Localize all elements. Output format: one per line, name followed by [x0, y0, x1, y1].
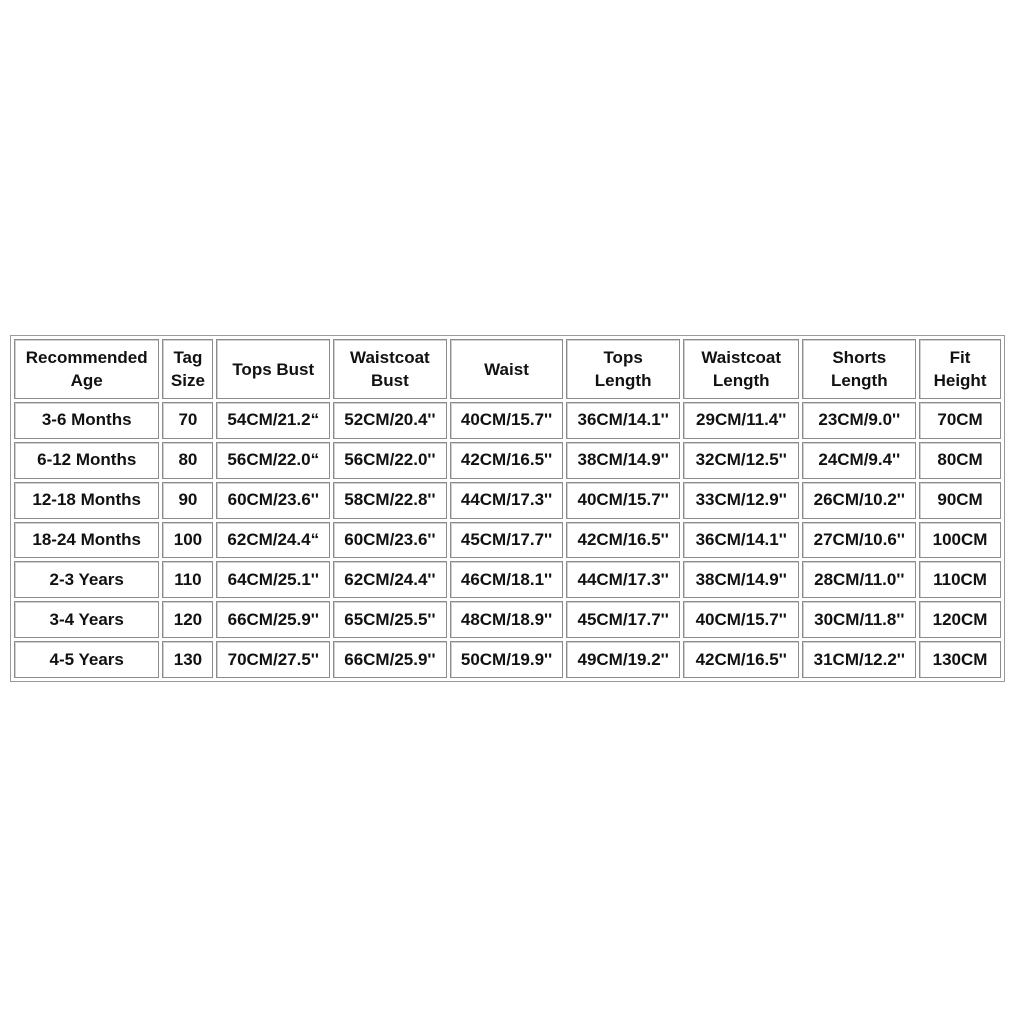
cell-recommended-age: 6-12 Months — [14, 442, 159, 479]
cell-shorts-length: 28CM/11.0'' — [802, 561, 916, 598]
header-row — [14, 339, 1001, 399]
table-row — [14, 402, 1001, 439]
table-row — [14, 641, 1001, 678]
cell-tag-size: 70 — [162, 402, 213, 439]
header-shorts-length: Shorts Length — [802, 339, 916, 399]
cell-fit-height: 130CM — [919, 641, 1001, 678]
cell-waist: 44CM/17.3'' — [450, 482, 564, 519]
header-fit-height: Fit Height — [919, 339, 1001, 399]
cell-tops-bust: 60CM/23.6'' — [216, 482, 330, 519]
cell-waistcoat-bust: 62CM/24.4'' — [333, 561, 447, 598]
size-chart-table — [11, 336, 1004, 681]
cell-fit-height: 70CM — [919, 402, 1001, 439]
size-chart-body — [14, 402, 1001, 678]
cell-waistcoat-length: 40CM/15.7'' — [683, 601, 800, 638]
cell-tops-length: 44CM/17.3'' — [566, 561, 680, 598]
cell-tag-size: 130 — [162, 641, 213, 678]
cell-recommended-age: 4-5 Years — [14, 641, 159, 678]
header-waist: Waist — [450, 339, 564, 399]
table-row — [14, 601, 1001, 638]
table-row — [14, 482, 1001, 519]
cell-waistcoat-length: 42CM/16.5'' — [683, 641, 800, 678]
cell-waistcoat-length: 32CM/12.5'' — [683, 442, 800, 479]
cell-waistcoat-bust: 66CM/25.9'' — [333, 641, 447, 678]
header-tag-size: Tag Size — [162, 339, 213, 399]
cell-tops-bust: 62CM/24.4“ — [216, 522, 330, 559]
cell-tag-size: 90 — [162, 482, 213, 519]
cell-waist: 45CM/17.7'' — [450, 522, 564, 559]
header-waistcoat-length: Waistcoat Length — [683, 339, 800, 399]
cell-tops-length: 36CM/14.1'' — [566, 402, 680, 439]
cell-tops-length: 45CM/17.7'' — [566, 601, 680, 638]
cell-fit-height: 100CM — [919, 522, 1001, 559]
cell-tops-length: 49CM/19.2'' — [566, 641, 680, 678]
cell-waistcoat-bust: 58CM/22.8'' — [333, 482, 447, 519]
cell-fit-height: 120CM — [919, 601, 1001, 638]
table-row — [14, 522, 1001, 559]
cell-waist: 40CM/15.7'' — [450, 402, 564, 439]
cell-tops-bust: 54CM/21.2“ — [216, 402, 330, 439]
cell-tops-bust: 70CM/27.5'' — [216, 641, 330, 678]
cell-waistcoat-length: 36CM/14.1'' — [683, 522, 800, 559]
cell-recommended-age: 3-6 Months — [14, 402, 159, 439]
cell-fit-height: 80CM — [919, 442, 1001, 479]
table-row — [14, 561, 1001, 598]
cell-recommended-age: 3-4 Years — [14, 601, 159, 638]
cell-shorts-length: 27CM/10.6'' — [802, 522, 916, 559]
cell-waistcoat-length: 38CM/14.9'' — [683, 561, 800, 598]
cell-shorts-length: 26CM/10.2'' — [802, 482, 916, 519]
cell-shorts-length: 30CM/11.8'' — [802, 601, 916, 638]
cell-waistcoat-bust: 56CM/22.0'' — [333, 442, 447, 479]
cell-shorts-length: 23CM/9.0'' — [802, 402, 916, 439]
cell-waist: 48CM/18.9'' — [450, 601, 564, 638]
size-chart — [10, 335, 1005, 682]
cell-waistcoat-bust: 52CM/20.4'' — [333, 402, 447, 439]
cell-fit-height: 110CM — [919, 561, 1001, 598]
header-tops-length: Tops Length — [566, 339, 680, 399]
cell-tag-size: 80 — [162, 442, 213, 479]
cell-shorts-length: 31CM/12.2'' — [802, 641, 916, 678]
header-recommended-age: Recommended Age — [14, 339, 159, 399]
cell-waist: 50CM/19.9'' — [450, 641, 564, 678]
cell-tops-bust: 66CM/25.9'' — [216, 601, 330, 638]
cell-recommended-age: 2-3 Years — [14, 561, 159, 598]
cell-waistcoat-length: 33CM/12.9'' — [683, 482, 800, 519]
cell-tag-size: 100 — [162, 522, 213, 559]
cell-waistcoat-length: 29CM/11.4'' — [683, 402, 800, 439]
cell-tops-bust: 56CM/22.0“ — [216, 442, 330, 479]
cell-waist: 42CM/16.5'' — [450, 442, 564, 479]
cell-shorts-length: 24CM/9.4'' — [802, 442, 916, 479]
cell-waistcoat-bust: 60CM/23.6'' — [333, 522, 447, 559]
cell-tops-bust: 64CM/25.1'' — [216, 561, 330, 598]
cell-recommended-age: 12-18 Months — [14, 482, 159, 519]
cell-waist: 46CM/18.1'' — [450, 561, 564, 598]
header-waistcoat-bust: Waistcoat Bust — [333, 339, 447, 399]
cell-tag-size: 120 — [162, 601, 213, 638]
cell-tops-length: 38CM/14.9'' — [566, 442, 680, 479]
cell-tag-size: 110 — [162, 561, 213, 598]
header-tops-bust: Tops Bust — [216, 339, 330, 399]
cell-tops-length: 40CM/15.7'' — [566, 482, 680, 519]
cell-recommended-age: 18-24 Months — [14, 522, 159, 559]
table-row — [14, 442, 1001, 479]
cell-tops-length: 42CM/16.5'' — [566, 522, 680, 559]
cell-waistcoat-bust: 65CM/25.5'' — [333, 601, 447, 638]
cell-fit-height: 90CM — [919, 482, 1001, 519]
